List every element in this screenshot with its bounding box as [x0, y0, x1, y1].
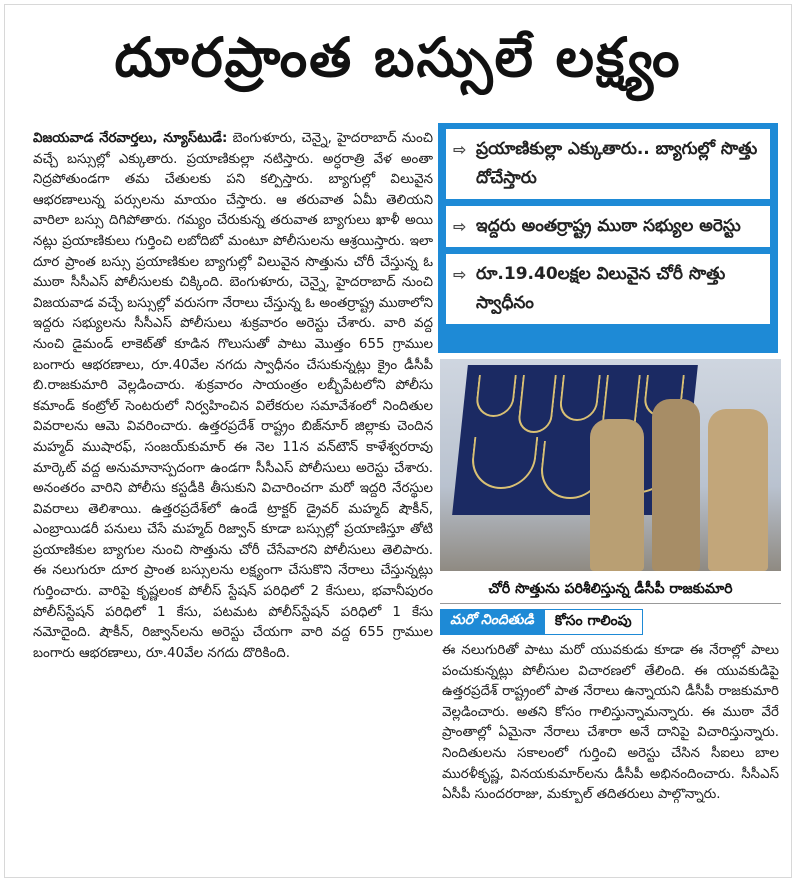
highlight-item — [446, 129, 770, 199]
sidebar-body-column — [442, 641, 779, 869]
sidebar-tag-primary: మరో నిందితుడి — [440, 609, 544, 635]
article-body-column — [33, 129, 433, 867]
arrow-icon: ⇨ — [453, 265, 467, 284]
arrow-icon: ⇨ — [453, 217, 467, 236]
dateline: విజయవాడ నేరవార్తలు, న్యూస్‌టుడే: — [33, 131, 228, 146]
news-photo — [440, 359, 781, 571]
highlight-item — [446, 206, 770, 247]
newspaper-page — [4, 4, 792, 878]
arrow-icon: ⇨ — [453, 140, 467, 159]
sidebar-body: ఈ నలుగురితో పాటు మరో యువకుడు కూడా ఈ నేరాల్లో పాలు పంచుకున్నట్లు పోలీసుల విచారణలో తేలింది. ఈ యువకుడిపై ఉత్తరప్రదేశ్ రాష్ట్రంలో పాత నేరాలు ఉన్నాయని డీసీపీ రాజకుమారి వెల్లడించారు. అతని కోసం గాలిస్తున్నామన్నారు. ఈ ముఠా వేరే ప్రాంతాల్లో ఏమైనా నేరాలు చేశారా అనే దానిపై విచారిస్తున్నారు. నిందితులను సకాలంలో గుర్తించి అరెస్టు చేసిన సీఐలు బాల మురళీకృష్ణ, వినయకుమార్‌లను డీసీపీ అభినందించారు. సీసీఎస్ ఏసీపీ సుందరరాజు, మక్బూల్ తదితరులు పాల్గొన్నారు. — [442, 643, 779, 803]
sidebar-heading — [440, 609, 643, 635]
sidebar-tag-secondary: కోసం గాలింపు — [544, 609, 643, 635]
officer-figure — [652, 399, 700, 571]
officer-figure — [590, 419, 644, 571]
article-body: బెంగుళూరు, చెన్నై, హైదరాబాద్ నుంచి వచ్చే బస్సుల్లో ఎక్కుతారు. ప్రయాణికుల్లా నటిస్తారు. అర్ధరాత్రి వేళ అంతా నిద్రపోతుండగా తమ చేతులకు పని కల్పిస్తారు. బ్యాగుల్లో విలువైన ఆభరణాలున్న పర్సులను మాయం చేస్తారు. ఆ తరువాత ఏమీ తెలియని వారిలా బస్సు దిగిపోతారు. గమ్యం చేరుకున్న తరువాత బ్యాగులు ఖాళీ అయి నట్లు ప్రయాణికులు గుర్తించి లబోదిబో మంటూ పోలీసులను ఆశ్రయిస్తారు. ఇలా దూర ప్రాంత బస్సు ప్రయాణికుల బ్యాగుల్లో విలువైన సొత్తును చోరీ చేస్తున్న ఓ ముఠా సీసీఎస్ పోలీసులకు చిక్కింది. బెంగుళూరు, చెన్నై, హైదరాబాద్ నుంచి విజయవాడ వచ్చే బస్సుల్లో వరుసగా నేరాలు చేస్తున్న ఓ అంతర్రాష్ట్ర ముఠాలోని ఇద్దరు సభ్యులను సీసీఎస్ పోలీసులు శుక్రవారం అరెస్టు చేశారు. వారి వద్ద నుంచి డైమండ్ లాకెట్‌తో కూడిన గొలుసుతో పాటు మొత్తం 655 గ్రాముల బంగారు ఆభరణాలు, రూ.40వేల నగదు స్వాధీనం చేసుకున్నట్లు క్రైం డీసీపీ బి.రాజకుమారి వెల్లడించారు. శుక్రవారం సాయంత్రం లబ్బీపేటలోని పోలీసు కమాండ్ కంట్రోల్ సెంటరులో నిర్వహించిన విలేకరుల సమావేశంలో నిందితుల వివరాలను ఆమె వివరించారు. ఉత్తరప్రదేశ్ రాష్ట్రం బిజ్‌నూర్ జిల్లాకు చెందిన మహ్మద్ ముషారఫ్, సంజయ్‌కుమార్ ఈ నెల 11న వన్‌టౌన్ కాళేశ్వరరావు మార్కెట్ వద్ద అనుమానాస్పదంగా ఉండగా సీసీఎస్ పోలీసులు అరెస్టు చేశారు. అనంతరం వారిని పోలీసు కస్టడీకి తీసుకుని విచారించగా మరో ఇద్దరి నేరస్థుల వివరాలు తెలిశాయి. ఉత్తరప్రదేశ్‌లో ఉండే ట్రాక్టర్ డ్రైవర్ మహ్మద్ షౌకీన్, ఎంబ్రాయిడరీ పనులు చేసే మహ్మద్ రిజ్వాన్ కూడా బస్సుల్లో ప్రయాణిస్తూ తోటి ప్రయాణికుల బ్యాగుల నుంచి సొత్తును చోరీ చేసేవారని పోలీసులు తెలిపారు. ఈ నలుగురూ దూర ప్రాంత బస్సులను లక్ష్యంగా చేసుకొని నేరాలు చేస్తున్నట్లు గుర్తించారు. వారిపై కృష్ణలంక పోలీస్ స్టేషన్ పరిధిలో 2 కేసులు, భవానీపురం పోలీస్‌స్టేషన్ పరిధిలో 1 కేసు, పటమట పోలీస్‌స్టేషన్ పరిధిలో 1 కేసు నమోదైంది. షౌకీన్, రిజ్వాన్‌లను అరెస్టు చేయగా వారి వద్ద 655 గ్రాముల బంగారు ఆభరణాలు, రూ.40వేల నగదు దొరికింది. — [33, 131, 433, 661]
photo-caption: చోరీ సొత్తును పరిశీలిస్తున్న డీసీపీ రాజకుమారి — [440, 577, 781, 604]
highlight-text: ఇద్దరు అంతర్రాష్ట్ర ముఠా సభ్యుల అరెస్టు — [476, 216, 741, 236]
headline: దూరప్రాంత బస్సులే లక్ష్యం — [114, 25, 682, 89]
article-text — [33, 129, 433, 664]
highlights-box — [438, 123, 778, 353]
officer-figure — [708, 409, 768, 571]
highlight-item — [446, 254, 770, 324]
highlight-text: ప్రయాణికుల్లా ఎక్కుతారు.. బ్యాగుల్లో సొత్తు దోచేస్తారు — [476, 139, 758, 188]
highlight-text: రూ.19.40లక్షల విలువైన చోరీ సొత్తు స్వాధీనం — [476, 264, 726, 313]
